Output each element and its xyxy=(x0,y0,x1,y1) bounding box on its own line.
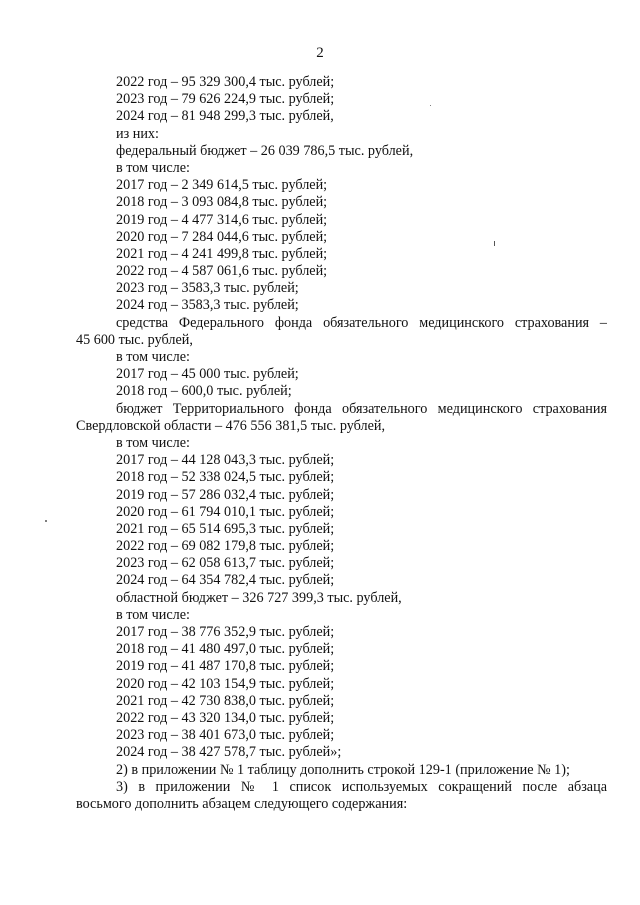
scan-speck xyxy=(45,520,47,522)
text-line: 2023 год – 3583,3 тыс. рублей; xyxy=(116,280,299,297)
text-line: в том числе: xyxy=(116,349,190,365)
text-line: 2019 год – 57 286 032,4 тыс. рублей; xyxy=(116,486,335,503)
text-line: 2021 год – 65 514 695,3 тыс. рублей; xyxy=(116,520,335,537)
scan-speck xyxy=(494,241,495,246)
page-number: 2 xyxy=(316,45,324,61)
text-line: 2021 год – 4 241 499,8 тыс. рублей; xyxy=(116,245,328,262)
text-line: 2) в приложении № 1 таблицу дополнить строкой 129-1 (приложение № 1); xyxy=(116,761,570,778)
text-line: 2019 год – 4 477 314,6 тыс. рублей; xyxy=(116,211,328,228)
text-line: 2022 год – 69 082 179,8 тыс. рублей; xyxy=(116,538,335,555)
text-line: 2020 год – 61 794 010,1 тыс. рублей; xyxy=(116,503,335,520)
text-line: 2017 год – 44 128 043,3 тыс. рублей; xyxy=(116,452,335,469)
text-line: 2024 год – 81 948 299,3 тыс. рублей, xyxy=(116,108,334,125)
text-line: 2018 год – 41 480 497,0 тыс. рублей; xyxy=(116,641,335,658)
text-line: 2020 год – 42 103 154,9 тыс. рублей; xyxy=(116,675,335,692)
text-line: 2017 год – 45 000 тыс. рублей; xyxy=(116,366,299,383)
text-line: 3) в приложении № 1 список используемых сокращений после абзаца xyxy=(116,778,607,795)
text-line: средства Федерального фонда обязательного медицинского страхования – xyxy=(116,314,607,331)
text-line: областной бюджет – 326 727 399,3 тыс. рублей, xyxy=(116,589,402,606)
text-line: 2024 год – 38 427 578,7 тыс. рублей»; xyxy=(116,744,342,761)
text-line: 2021 год – 42 730 838,0 тыс. рублей; xyxy=(116,692,335,709)
text-line: 2022 год – 95 329 300,4 тыс. рублей; xyxy=(116,74,335,90)
document-body xyxy=(76,74,607,813)
text-line: 2019 год – 41 487 170,8 тыс. рублей; xyxy=(116,658,335,675)
text-line: бюджет Территориального фонда обязательного медицинского страхования xyxy=(116,400,607,417)
text-line: восьмого дополнить абзацем следующего содержания: xyxy=(76,795,408,812)
scan-speck xyxy=(430,105,431,106)
text-line: 2017 год – 2 349 614,5 тыс. рублей; xyxy=(116,177,328,194)
text-line: 2024 год – 64 354 782,4 тыс. рублей; xyxy=(116,572,335,589)
text-line: федеральный бюджет – 26 039 786,5 тыс. рублей, xyxy=(116,142,414,159)
text-line: 2018 год – 52 338 024,5 тыс. рублей; xyxy=(116,469,335,486)
text-line: в том числе: xyxy=(116,606,190,623)
text-line: 2023 год – 38 401 673,0 тыс. рублей; xyxy=(116,727,335,744)
text-line: 2018 год – 3 093 084,8 тыс. рублей; xyxy=(116,194,328,211)
text-line: 2023 год – 62 058 613,7 тыс. рублей; xyxy=(116,555,335,572)
text-line: 2023 год – 79 626 224,9 тыс. рублей; xyxy=(116,91,335,108)
text-line: из них: xyxy=(116,125,159,142)
text-line: 2024 год – 3583,3 тыс. рублей; xyxy=(116,297,299,314)
text-line: 2018 год – 600,0 тыс. рублей; xyxy=(116,383,292,400)
text-line: 45 600 тыс. рублей, xyxy=(76,331,193,348)
text-line: 2022 год – 43 320 134,0 тыс. рублей; xyxy=(116,709,335,726)
text-line: в том числе: xyxy=(116,159,190,176)
text-line: 2017 год – 38 776 352,9 тыс. рублей; xyxy=(116,624,335,640)
text-line: 2022 год – 4 587 061,6 тыс. рублей; xyxy=(116,263,328,280)
text-line: 2020 год – 7 284 044,6 тыс. рублей; xyxy=(116,228,328,245)
text-line: в том числе: xyxy=(116,434,190,451)
text-line: Свердловской области – 476 556 381,5 тыс. рублей, xyxy=(76,417,386,434)
